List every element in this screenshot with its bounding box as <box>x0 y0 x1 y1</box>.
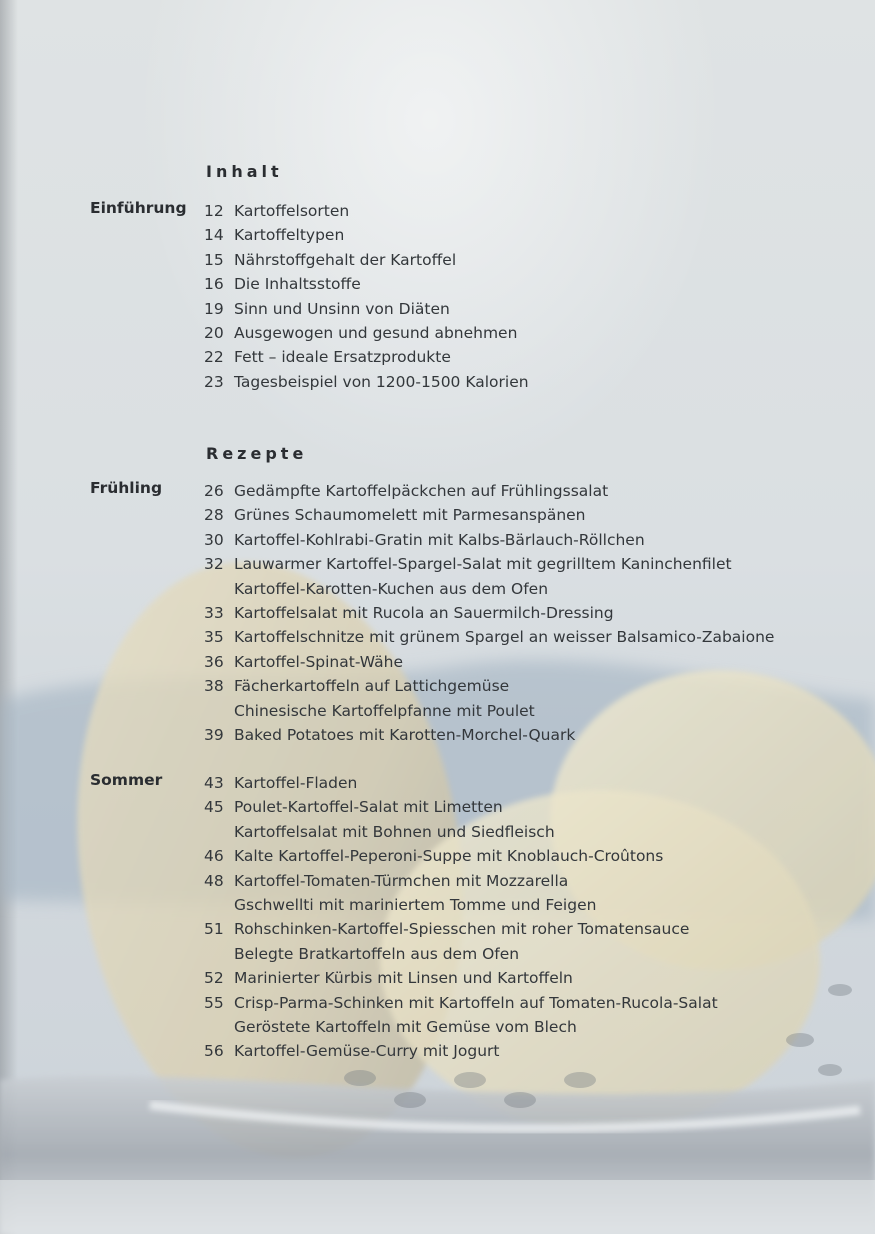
page-number: 45 <box>204 798 224 817</box>
page-number <box>204 893 234 917</box>
page-number: 26 <box>204 482 224 500</box>
toc-entry <box>204 297 529 321</box>
toc-entry <box>204 893 718 917</box>
toc-entry <box>204 321 529 345</box>
page-number: 14 <box>204 226 224 245</box>
page-number: 55 <box>204 993 224 1012</box>
entry-title: Baked Potatoes mit Karotten-Morchel-Quark <box>234 725 576 744</box>
page-number: 51 <box>204 920 224 939</box>
toc-entry <box>204 577 774 601</box>
entry-title: Kartoffel-Fladen <box>234 774 358 792</box>
toc-entry <box>204 248 529 272</box>
entry-list-summer <box>204 771 718 1064</box>
page-number <box>204 577 234 601</box>
page-number: 15 <box>204 250 224 269</box>
entry-title: Fett – ideale Ersatzprodukte <box>234 348 451 367</box>
toc-entry <box>204 699 774 723</box>
toc-entry <box>204 942 718 966</box>
toc-entry <box>204 795 718 819</box>
toc-entry <box>204 771 718 795</box>
page-number: 32 <box>204 555 224 574</box>
toc-entry <box>204 869 718 893</box>
entry-title: Sinn und Unsinn von Diäten <box>234 299 450 318</box>
entry-title: Fächerkartoffeln auf Lattichgemüse <box>234 677 510 696</box>
toc-entry <box>204 503 774 527</box>
entry-title: Kartoffel-Gemüse-Curry mit Jogurt <box>234 1042 500 1061</box>
entry-title: Die Inhaltsstoffe <box>234 275 361 294</box>
toc-entry <box>204 917 718 941</box>
entry-title: Belegte Bratkartoffeln aus dem Ofen <box>234 944 520 963</box>
entry-title: Geröstete Kartoffeln mit Gemüse vom Blech <box>234 1017 577 1036</box>
toc-entry <box>204 723 774 747</box>
entry-title: Crisp-Parma-Schinken mit Kartoffeln auf Tomaten-Rucola-Salat <box>234 993 718 1012</box>
toc-entry <box>204 674 774 698</box>
toc-entry <box>204 991 718 1015</box>
page-number: 19 <box>204 299 224 318</box>
entry-title: Chinesische Kartoffelpfanne mit Poulet <box>234 701 535 720</box>
section-label-introduction: Einführung <box>90 199 187 217</box>
entry-title: Grünes Schaumomelett mit Parmesanspänen <box>234 506 586 525</box>
page-number: 43 <box>204 774 224 792</box>
toc-entry <box>204 223 529 247</box>
entry-title: Ausgewogen und gesund abnehmen <box>234 323 518 342</box>
toc-entry <box>204 601 774 625</box>
contents-heading: Inhalt <box>206 162 283 181</box>
page-number <box>204 820 234 844</box>
entry-title: Kartoffel-Kohlrabi-Gratin mit Kalbs-Bärlauch-Röllchen <box>234 530 645 549</box>
entry-title: Marinierter Kürbis mit Linsen und Kartoffeln <box>234 969 573 988</box>
section-label-summer: Sommer <box>90 771 163 789</box>
entry-title: Kartoffeltypen <box>234 226 345 245</box>
section-label-spring: Frühling <box>90 479 163 497</box>
entry-title: Poulet-Kartoffel-Salat mit Limetten <box>234 798 503 817</box>
entry-title: Kartoffelsalat mit Rucola an Sauermilch-Dressing <box>234 603 614 622</box>
toc-entry <box>204 820 718 844</box>
page-number: 36 <box>204 652 224 671</box>
toc-entry <box>204 625 774 649</box>
toc-entry <box>204 479 774 503</box>
toc-entry <box>204 272 529 296</box>
entry-title: Gschwellti mit mariniertem Tomme und Feigen <box>234 895 597 914</box>
page-number: 30 <box>204 530 224 549</box>
entry-title: Kartoffel-Spinat-Wähe <box>234 652 403 671</box>
page-number: 35 <box>204 628 224 647</box>
entry-list-introduction <box>204 199 529 394</box>
entry-list-spring <box>204 479 774 747</box>
page-number: 56 <box>204 1042 224 1061</box>
entry-title: Kalte Kartoffel-Peperoni-Suppe mit Knoblauch-Croûtons <box>234 847 664 866</box>
page-number: 46 <box>204 847 224 866</box>
toc-entry <box>204 199 529 223</box>
page-number <box>204 699 234 723</box>
entry-title: Gedämpfte Kartoffelpäckchen auf Frühlingssalat <box>234 482 609 500</box>
page-number: 20 <box>204 323 224 342</box>
toc-entry <box>204 844 718 868</box>
page-number <box>204 1015 234 1039</box>
entry-title: Lauwarmer Kartoffel-Spargel-Salat mit gegrilltem Kaninchenfilet <box>234 555 732 574</box>
recipes-heading: Rezepte <box>206 444 308 463</box>
entry-title: Kartoffel-Karotten-Kuchen aus dem Ofen <box>234 579 549 598</box>
page-number: 16 <box>204 275 224 294</box>
toc-entry <box>204 345 529 369</box>
entry-title: Tagesbeispiel von 1200-1500 Kalorien <box>234 372 529 391</box>
entry-title: Kartoffelsorten <box>234 202 350 220</box>
page-number: 12 <box>204 202 224 220</box>
entry-title: Nährstoffgehalt der Kartoffel <box>234 250 457 269</box>
page-number: 48 <box>204 871 224 890</box>
page-number: 22 <box>204 348 224 367</box>
toc-entry <box>204 552 774 576</box>
toc-entry <box>204 650 774 674</box>
toc-entry <box>204 1015 718 1039</box>
toc-entry <box>204 966 718 990</box>
entry-title: Kartoffelschnitze mit grünem Spargel an weisser Balsamico-Zabaione <box>234 628 775 647</box>
toc-entry <box>204 1039 718 1063</box>
entry-title: Rohschinken-Kartoffel-Spiesschen mit roher Tomatensauce <box>234 920 690 939</box>
toc-entry <box>204 528 774 552</box>
page-number: 23 <box>204 372 224 391</box>
page-number: 38 <box>204 677 224 696</box>
page-number: 39 <box>204 725 224 744</box>
page-number: 52 <box>204 969 224 988</box>
entry-title: Kartoffelsalat mit Bohnen und Siedfleisch <box>234 822 555 841</box>
page-number <box>204 942 234 966</box>
entry-title: Kartoffel-Tomaten-Türmchen mit Mozzarella <box>234 871 569 890</box>
page-number: 28 <box>204 506 224 525</box>
page-number: 33 <box>204 603 224 622</box>
toc-entry <box>204 370 529 394</box>
